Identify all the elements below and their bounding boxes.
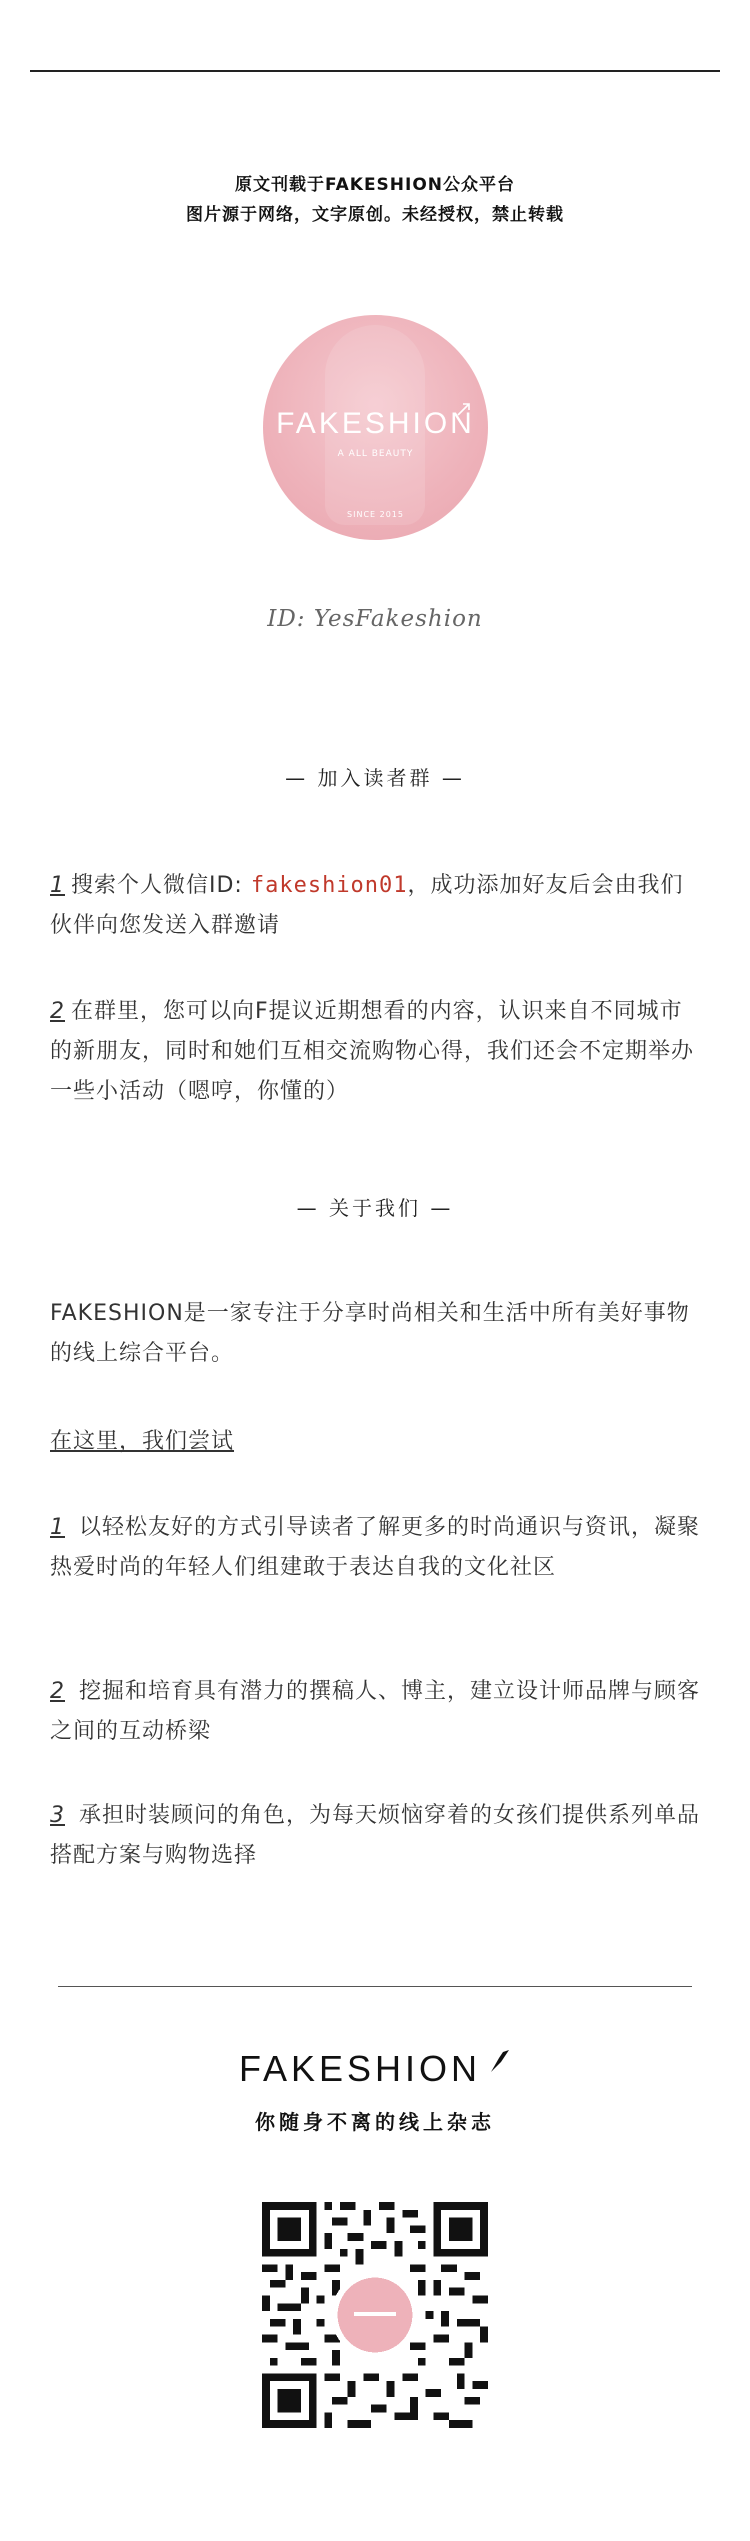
logo-brand-text: FAKESHION (276, 407, 475, 440)
join-item-number: 1 (50, 873, 65, 898)
about-item-text: 承担时装顾问的角色，为每天烦恼穿着的女孩们提供系列单品搭配方案与购物选择 (50, 1803, 701, 1868)
copyright-notice-line2: 图片源于网络，文字原创。未经授权，禁止转载 (186, 205, 564, 225)
about-item-2 (50, 1672, 702, 1752)
about-item-number: 2 (50, 1679, 65, 1704)
logo-tagline: A ALL BEAUTY (337, 449, 414, 459)
about-item-text: 挖掘和培育具有潜力的撰稿人、博主，建立设计师品牌与顾客之间的互动桥梁 (50, 1679, 701, 1744)
copyright-notice-line1: 原文刊载于FAKESHION公众平台 (234, 175, 516, 195)
join-paragraph-1 (50, 866, 702, 946)
about-section-title: — 关于我们 — (296, 1196, 454, 1220)
brand-logo-circle (263, 315, 488, 540)
about-item-text: 以轻松友好的方式引导读者了解更多的时尚通识与资讯，凝聚热爱时尚的年轻人们组建敢于表达自我的文化社区 (50, 1515, 701, 1580)
join-paragraph-2 (50, 992, 702, 1112)
wechat-account-id: ID: YesFakeshion (267, 606, 483, 632)
arrow-icon (456, 401, 472, 417)
join-p1-text-before: 搜索个人微信ID: (71, 873, 251, 898)
about-item-number: 3 (50, 1803, 65, 1828)
join-p1-text-after: ，成功添加好友后会由我们伙伴向您发送入群邀请 (50, 873, 684, 938)
about-item-3 (50, 1796, 702, 1876)
join-section-title: — 加入读者群 — (285, 766, 465, 790)
join-p2-text: 在群里，您可以向F提议近期想看的内容，认识来自不同城市的新朋友，同时和她们互相交流购物心得，我们还会不定期举办一些小活动（嗯哼，你懂的） (50, 999, 695, 1104)
bottom-divider (58, 1986, 692, 1987)
about-try-heading (50, 1422, 702, 1462)
bird-icon (489, 2048, 511, 2074)
footer-subtitle: 你随身不离的线上杂志 (255, 2110, 495, 2134)
qr-code[interactable] (262, 2202, 488, 2428)
join-item-number: 2 (50, 999, 65, 1024)
footer-brand (0, 2048, 750, 2090)
about-intro: FAKESHION是一家专注于分享时尚相关和生活中所有美好事物的线上综合平台。 (50, 1301, 690, 1366)
top-divider (30, 70, 720, 72)
wechat-id-highlight: fakeshion01 (250, 873, 408, 898)
try-heading-text: 在这里，我们尝试 (50, 1429, 235, 1454)
footer-brand-text: FAKESHION (238, 2048, 482, 2089)
about-item-1 (50, 1508, 702, 1588)
about-item-number: 1 (50, 1515, 65, 1540)
logo-since: SINCE 2015 (347, 510, 404, 519)
